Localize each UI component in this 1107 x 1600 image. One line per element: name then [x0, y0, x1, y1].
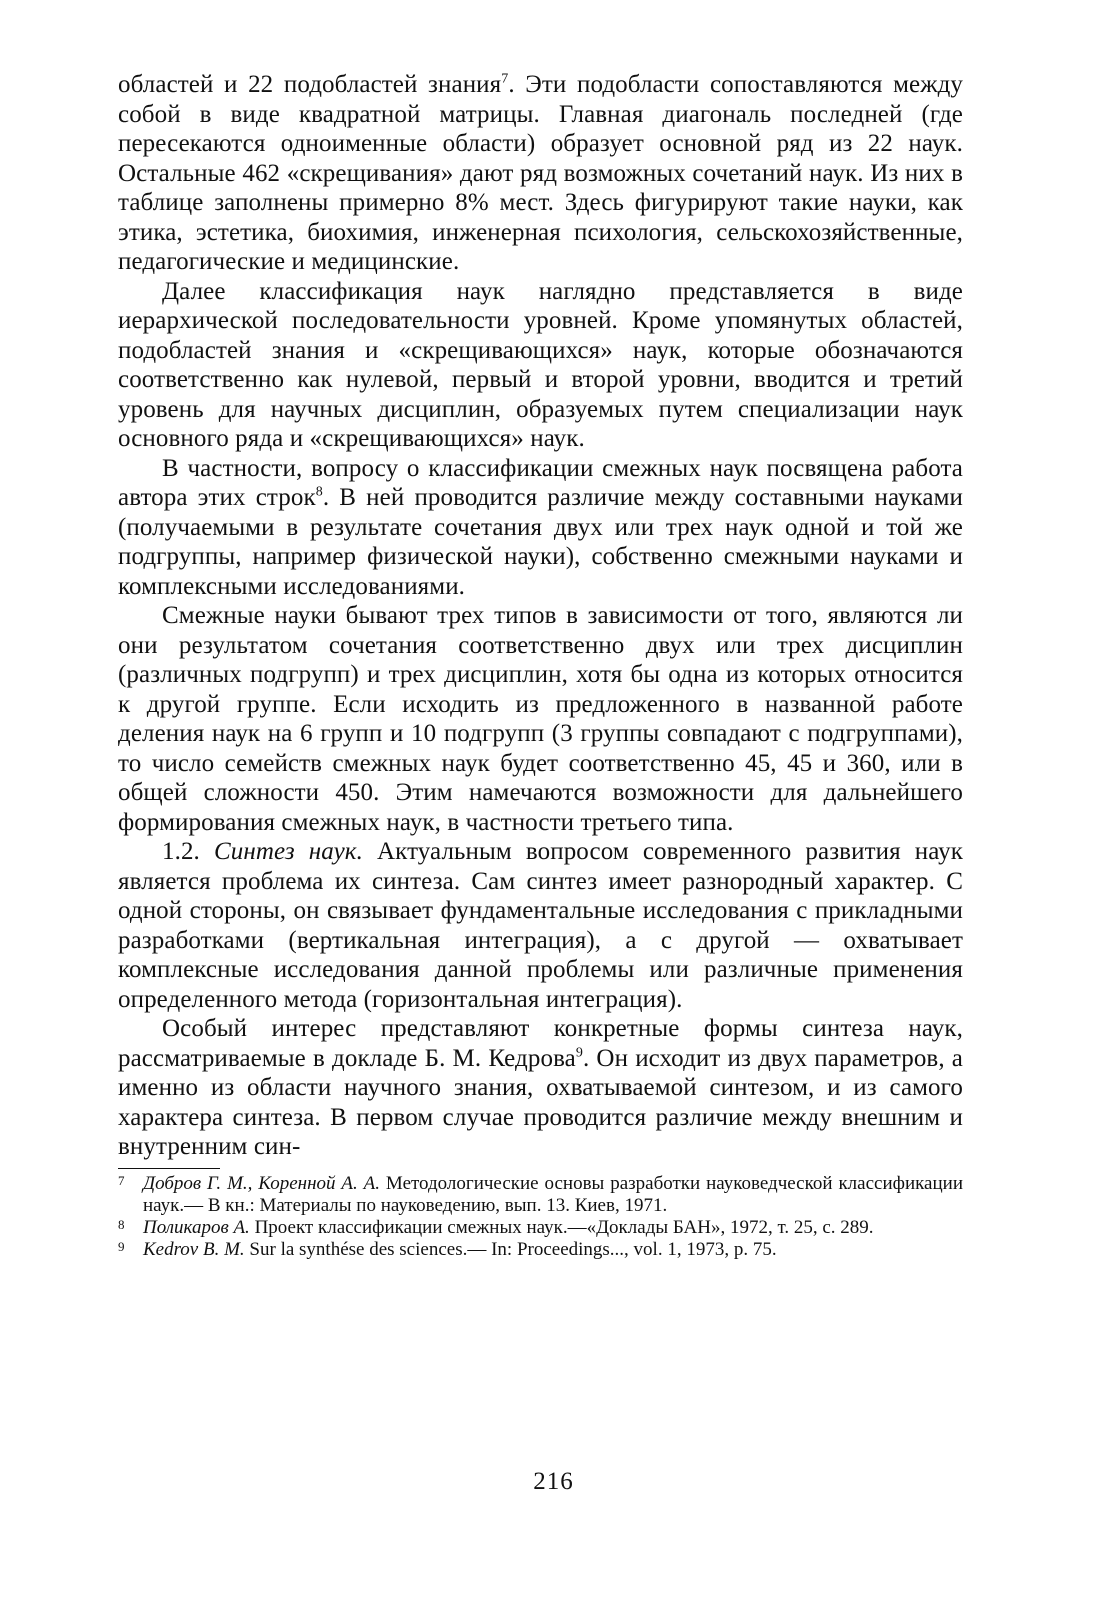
footnote-mark: 8: [118, 1216, 125, 1232]
footnote-author: Поликаров А.: [143, 1216, 250, 1238]
paragraph-text: областей и 22 подобластей знания: [118, 71, 502, 98]
footnote-text: Sur la synthése des sciences.— In: Proceedings..., vol. 1, 1973, p. 75.: [244, 1238, 777, 1260]
footnote-8: [118, 1217, 963, 1239]
paragraph-text: Смежные науки бывают трех типов в зависимости от того, являются ли они результатом сочетания соответственно двух или трех дисциплин (различных подгрупп) и трех дисциплин, хотя бы одна из которых относится к другой группе. Если исходить из предложенного в названной работе деления наук на 6 групп и 10 подгрупп (3 группы совпадают с подгруппами), то число семейств смежных наук будет соответственно 45, 45 и 360, или в общей сложности 450. Этим намечаются возможности для дальнейшего формирования смежных наук, в частности третьего типа.: [118, 602, 963, 836]
footnote-ref-9: 9: [575, 1045, 583, 1061]
footnote-separator: [118, 1168, 220, 1169]
paragraph-text: Далее классификация наук наглядно представляется в виде иерархической последовательности уровней. Кроме упомянутых областей, подобластей знания и «скрещивающихся» наук, которые обозначаются соответственно как нулевой, первый и второй уровни, вводится и третий уровень для научных дисциплин, образуемых путем специализации наук основного ряда и «скрещивающихся» наук.: [118, 277, 963, 452]
footnote-9: [118, 1239, 963, 1261]
paragraph-6: [118, 1014, 963, 1162]
footnote-7: [118, 1173, 963, 1217]
paragraph-3: [118, 454, 963, 602]
page-body: [118, 70, 963, 1261]
section-heading: Синтез наук.: [213, 838, 363, 865]
footnote-mark: 9: [118, 1238, 125, 1254]
footnote-author: Kedrov B. M.: [143, 1238, 245, 1260]
paragraph-text: Особый интерес представляют конкретные формы синтеза наук, рассматриваемые в докладе Б. М. Кедрова: [118, 1015, 963, 1072]
paragraph-1: [118, 70, 963, 277]
footnote-text: Методологические основы разработки науковедческой классификации наук.— В кн.: Материалы по науковедению, вып. 13. Киев, 1971.: [143, 1172, 963, 1216]
section-number: 1.2.: [162, 838, 200, 865]
paragraph-text: В частности, вопросу о классификации смежных наук посвящена работа автора этих строк: [118, 454, 963, 511]
main-text: [118, 70, 963, 1162]
page-number: 216: [533, 1468, 574, 1495]
paragraph-text: Актуальным вопросом современного развития наук является проблема их синтеза. Сам синтез имеет разнородный характер. С одной стороны, он связывает фундаментальные исследования с прикладными разработками (вертикальная интеграция), а с другой — охватывает комплексные исследования данной проблемы или различные применения определенного метода (горизонтальная интеграция).: [118, 838, 963, 1013]
paragraph-5: [118, 837, 963, 1014]
paragraph-text-tail: . Он исходит из двух параметров, а именно из области научного знания, охватываемой синтезом, и из самого характера синтеза. В первом случае проводится различие между внешним и внутренним син-: [118, 1044, 963, 1160]
footnote-author: Добров Г. М., Коренной А. А.: [143, 1172, 381, 1194]
footnote-ref-8: 8: [315, 484, 323, 500]
footnote-text: Проект классификации смежных наук.—«Доклады БАН», 1972, т. 25, с. 289.: [249, 1216, 874, 1238]
paragraph-text-tail: . Эти подобласти сопоставляются между собой в виде квадратной матрицы. Главная диагональ последней (где пересекаются одноименные области) образует основной ряд из 22 наук. Остальные 462 «скрещивания» дают ряд возможных сочетаний наук. Из них в таблице заполнены примерно 8% мест. Здесь фигурируют такие науки, как этика, эстетика, биохимия, инженерная психология, сельскохозяйственные, педагогические и медицинские.: [118, 71, 963, 275]
footnotes: [118, 1173, 963, 1261]
footnote-ref-7: 7: [501, 71, 509, 87]
paragraph-4: [118, 601, 963, 837]
paragraph-2: [118, 277, 963, 454]
paragraph-text-tail: . В ней проводится различие между составными науками (получаемыми в результате сочетания двух или трех наук одной и той же подгруппы, например физической науки), собственно смежными науками и комплексными исследованиями.: [118, 484, 963, 600]
footnote-mark: 7: [118, 1172, 125, 1188]
